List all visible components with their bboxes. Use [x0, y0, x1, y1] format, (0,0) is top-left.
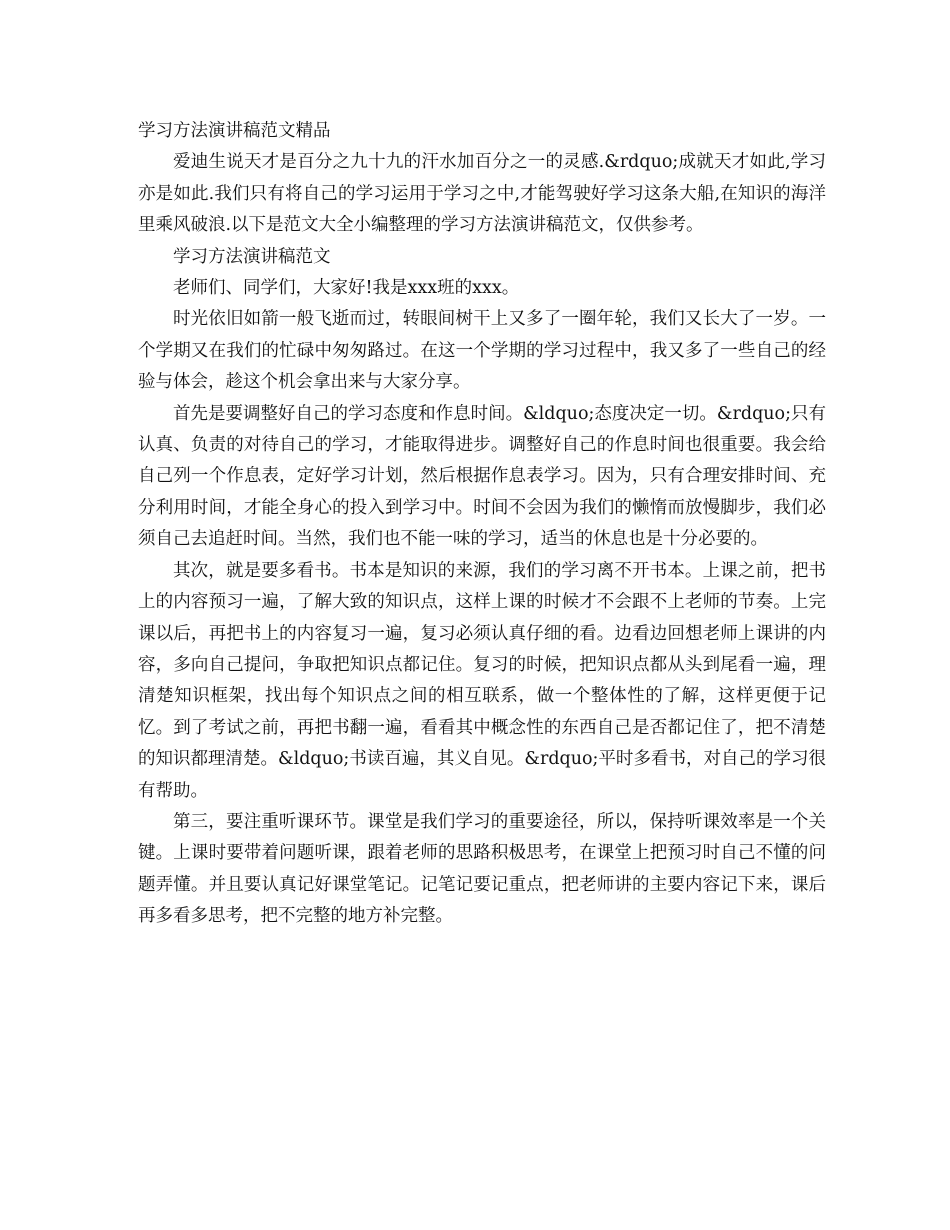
paragraph-opening: 时光依旧如箭一般飞逝而过，转眼间树干上又多了一圈年轮，我们又长大了一岁。一个学期又在我们的忙碌中匆匆路过。在这一个学期的学习过程中，我又多了一些自己的经验与体会，趁这个机会拿出来与大家分享。	[138, 309, 826, 393]
paragraph-second-point: 其次，就是要多看书。书本是知识的来源，我们的学习离不开书本。上课之前，把书上的内容预习一遍，了解大致的知识点，这样上课的时候才不会跟不上老师的节奏。上完课以后，再把书上的内容复习一遍，复习必须认真仔细的看。边看边回想老师上课讲的内容，多向自己提问，争取把知识点都记住。复习的时候，把知识点都从头到尾看一遍，理清楚知识框架，找出每个知识点之间的相互联系，做一个整体性的了解，这样更便于记忆。到了考试之前，再把书翻一遍，看看其中概念性的东西自己是否都记住了，把不清楚的知识都理清楚。&ldquo;书读百遍，其义自见。&rdquo;平时多看书，对自己的学习很有帮助。	[138, 560, 826, 801]
paragraph-first-point: 首先是要调整好自己的学习态度和作息时间。&ldquo;态度决定一切。&rdquo;只有认真、负责的对待自己的学习，才能取得进步。调整好自己的作息时间也很重要。我会给自己列一个作息表，定好学习计划，然后根据作息表学习。因为，只有合理安排时间、充分利用时间，才能全身心的投入到学习中。时间不会因为我们的懒惰而放慢脚步，我们必须自己去追赶时间。当然，我们也不能一味的学习，适当的休息也是十分必要的。	[138, 403, 826, 550]
paragraph-intro: 爱迪生说天才是百分之九十九的汗水加百分之一的灵感.&rdquo;成就天才如此,学习亦是如此.我们只有将自己的学习运用于学习之中,才能驾驶好学习这条大船,在知识的海洋里乘风破浪.以下是范文大全小编整理的学习方法演讲稿范文，仅供参考。	[138, 152, 826, 236]
document-body	[138, 116, 826, 933]
paragraph-subtitle: 学习方法演讲稿范文	[173, 246, 331, 267]
paragraph-greeting: 老师们、同学们，大家好!我是xxx班的xxx。	[173, 278, 520, 299]
document-title: 学习方法演讲稿范文精品	[138, 121, 331, 141]
paragraph-third-point: 第三，要注重听课环节。课堂是我们学习的重要途径，所以，保持听课效率是一个关键。上课时要带着问题听课，跟着老师的思路积极思考，在课堂上把预习时自己不懂的问题弄懂。并且要认真记好课堂笔记。记笔记要记重点，把老师讲的主要内容记下来，课后再多看多思考，把不完整的地方补完整。	[138, 811, 826, 927]
